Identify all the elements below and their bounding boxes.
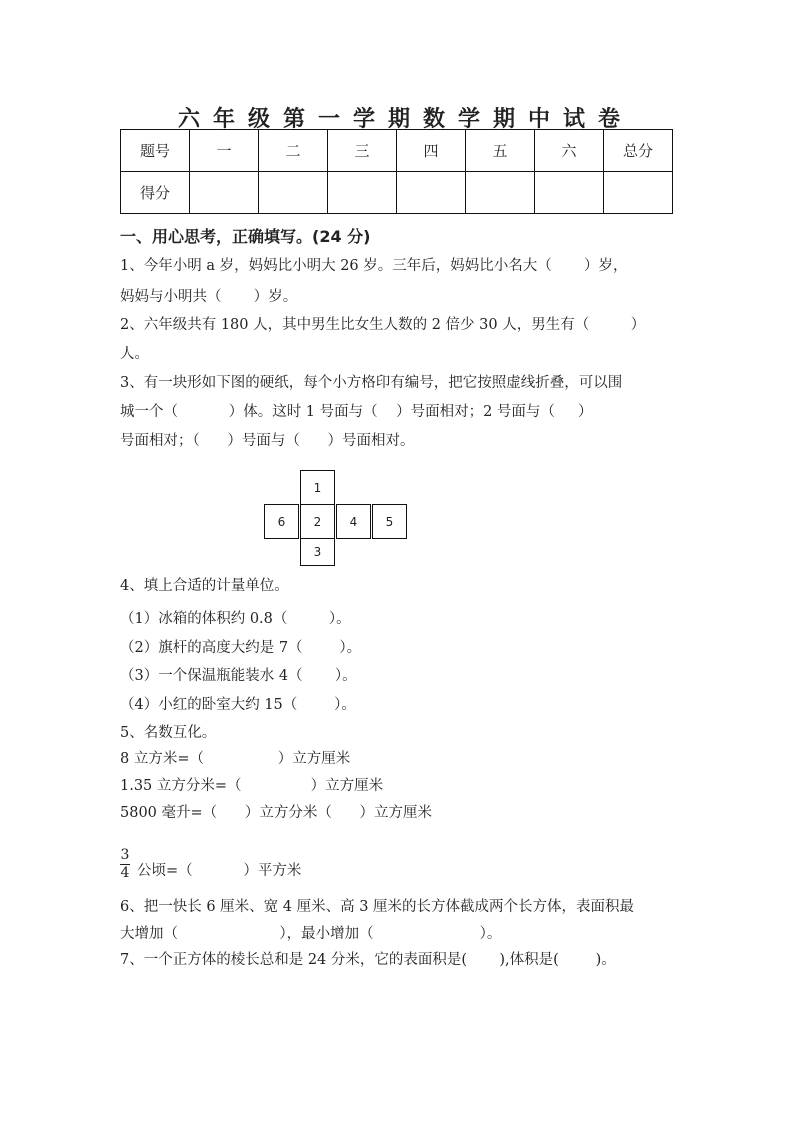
net-cell: 3 [300, 538, 335, 566]
question-line: 人。 [120, 346, 149, 362]
question-line: 5800 毫升=（ ）立方分米（ ）立方厘米 [120, 805, 432, 821]
question-line: 5、名数互化。 [120, 725, 217, 741]
table-cell: 题号 [121, 130, 190, 172]
question-line: 4、填上合适的计量单位。 [120, 578, 289, 594]
score-cell [259, 172, 328, 214]
fraction-denominator: 4 [120, 865, 130, 881]
question-line: 7、一个正方体的棱长总和是 24 分米，它的表面积是( ),体积是( )。 [120, 952, 616, 968]
table-row [121, 130, 673, 172]
section-heading: 一、用心思考，正确填写。(24 分) [120, 227, 371, 246]
score-table [120, 129, 673, 214]
question-line: （2）旗杆的高度大约是 7（ ）。 [120, 640, 362, 656]
fraction [120, 848, 130, 881]
question-line: 号面相对；（ ）号面与（ ）号面相对。 [120, 433, 415, 449]
question-line: 1.35 立方分米=（ ）立方厘米 [120, 778, 384, 794]
question-line: （3）一个保温瓶能装水 4（ ）。 [120, 668, 357, 684]
question-line: 3、有一块形如下图的硬纸，每个小方格印有编号，把它按照虚线折叠，可以围 [120, 375, 623, 391]
question-line: （1）冰箱的体积约 0.8（ ）。 [120, 611, 351, 627]
table-cell: 得分 [121, 172, 190, 214]
question-line: 大增加（ ），最小增加（ ）。 [120, 926, 502, 942]
score-cell [328, 172, 397, 214]
net-cell: 5 [372, 504, 407, 539]
question-line: 6、把一快长 6 厘米、宽 4 厘米、高 3 厘米的长方体截成两个长方体，表面积最 [120, 899, 635, 915]
question-line: 公顷=（ ）平方米 [137, 863, 302, 879]
question-line: 8 立方米=（ ）立方厘米 [120, 751, 351, 767]
question-line: 2、六年级共有 180 人，其中男生比女生人数的 2 倍少 30 人，男生有（ ） [120, 317, 646, 333]
score-cell [190, 172, 259, 214]
exam-title: 六年级第一学期数学期中试卷 [177, 107, 633, 132]
net-cell: 4 [336, 504, 371, 539]
question-line: 1、今年小明 a 岁，妈妈比小明大 26 岁。三年后，妈妈比小名大（ ）岁， [120, 258, 628, 274]
net-cell: 2 [300, 504, 335, 539]
fraction-numerator: 3 [120, 847, 130, 863]
question-line: （4）小红的卧室大约 15（ ）。 [120, 697, 356, 713]
score-cell [535, 172, 604, 214]
table-cell: 总分 [604, 130, 673, 172]
score-cell [397, 172, 466, 214]
table-row [121, 172, 673, 214]
table-cell: 六 [535, 130, 604, 172]
question-line: 城一个（ ）体。这时 1 号面与（ ）号面相对；2 号面与（ ） [120, 404, 593, 420]
score-cell [604, 172, 673, 214]
question-line: 妈妈与小明共（ ）岁。 [120, 289, 298, 305]
table-cell: 五 [466, 130, 535, 172]
score-cell [466, 172, 535, 214]
table-cell: 三 [328, 130, 397, 172]
table-cell: 一 [190, 130, 259, 172]
table-cell: 二 [259, 130, 328, 172]
table-cell: 四 [397, 130, 466, 172]
net-cell: 6 [264, 504, 299, 539]
net-cell: 1 [300, 470, 335, 505]
